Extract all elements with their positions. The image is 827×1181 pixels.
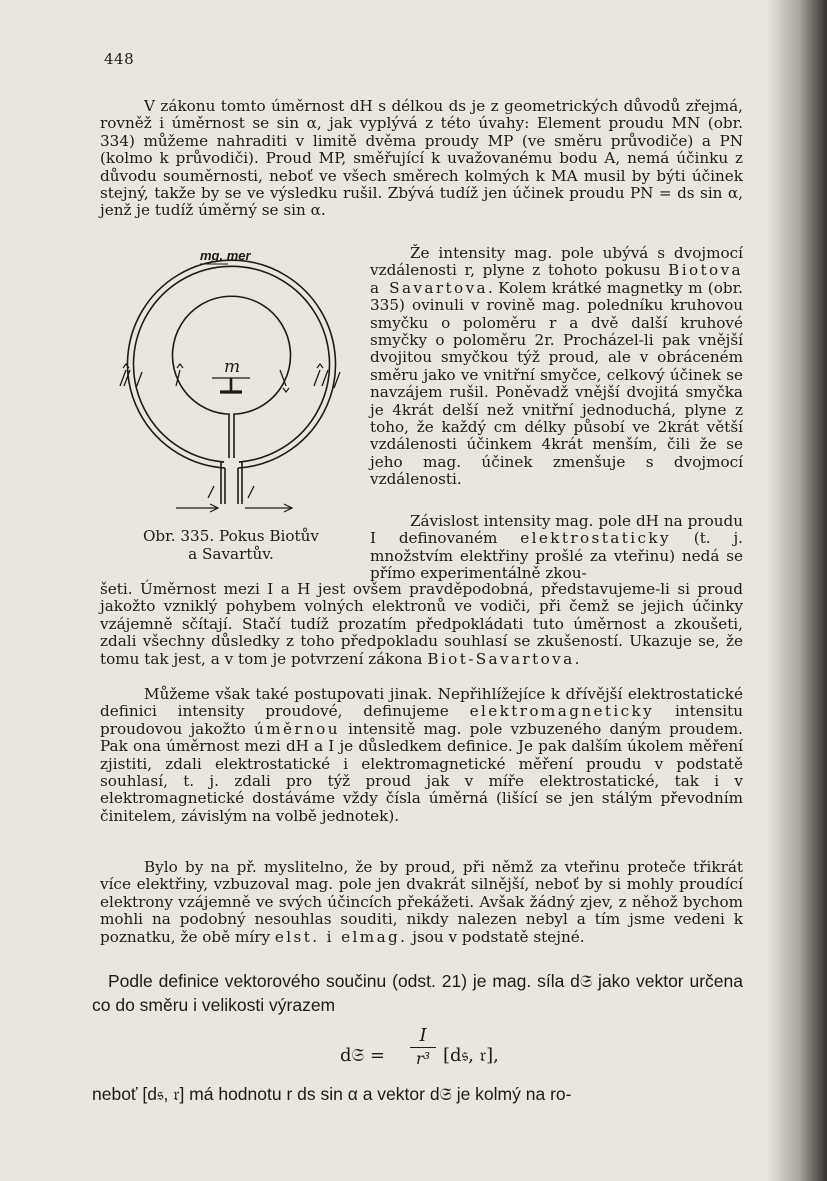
formula-rhs: [d𝔰, 𝔯], [443, 1045, 499, 1066]
inner-loop [173, 296, 291, 414]
figure-caption [100, 527, 362, 563]
paragraph-5: Bylo by na př. myslitelno, že by proud, při němž za vteřinu proteče třikrát více elektřiny, vzbuzoval mag. pole jen dvakrát silnější, neboť by si mohly proudící elektrony vzájemně ve svých účincích překážeti. Avšak žádný zjev, z něhož bychom mohli na podobný nesouhlas souditi, nikdy nalezen nebyl a tím jsme vedeni k poznatku, že obě míry elst. i elmag. jsou v podstatě stejné. [100, 858, 743, 946]
paragraph-3-side: Závislost intensity mag. pole dH na proudu I definovaném elektrostaticky (t. j. množstvím elektřiny prošlé za vteřinu) nedá se přímo experimentálně zkou- [370, 512, 743, 583]
paragraph-4: Můžeme však také postupovati jinak. Nepřihlížejíce k dřívější elektrostatické definici intensity proudové, definujeme elektromagneticky intensitu proudovou jakožto úměrnou intensitě mag. pole vzbuzeného daným proudem. Pak ona úměrnost mezi dH a I je důsledkem definice. Je pak dalším úkolem měření zjistiti, zdali elektrostatické i elektromagnetické měření proudu v podstatě souhlasí, t. j. zdali pro týž proud jak v míře elektrostatické, tak i v elektromagnetické dostáváme vždy čísla úměrná (lišící se jen stálým převodním činitelem, závislým na volbě jednotek). [100, 685, 744, 825]
caption-line-2: a Savartův. [188, 545, 274, 563]
formula-fraction [410, 1025, 436, 1070]
paragraph-1: V zákonu tomto úměrnost dH s délkou ds je z geometrických důvodů zřejmá, rovněž i úměrnost se sin α, jak vyplývá z této úvahy: Element proudu MN (obr. 334) můžeme nahraditi v limitě dvěma proudy MP (ve směru průvodiče) a PN (kolmo k průvodiči). Proud MP, směřující k uvažovanému bodu A, nemá účinku z důvodu souměrnosti, neboť ve všech směrech kolmých k MA musil by býti účinek stejný, takže by se ve výsledku rušil. Zbývá tudíž jen účinek proudu PN = ds sin α, jenž je tudíž úměrný se sin α. [100, 97, 743, 220]
formula-denominator: r³ [415, 1049, 431, 1068]
magnet-label: m [224, 357, 241, 377]
paragraph-7: neboť [d𝔰, 𝔯] má hodnotu r ds sin α a vektor d𝔖 je kolmý na ro- [92, 1084, 572, 1104]
biot-savart-formula [340, 1025, 520, 1081]
mg-mer-label: mg. mer [200, 248, 251, 263]
page-number: 448 [104, 50, 135, 68]
formula-lhs: d𝔖 = [340, 1045, 385, 1066]
paragraph-3-cont: šeti. Úměrnost mezi I a H jest ovšem pravděpodobná, představujeme-li si proud jakožto vzniklý pohybem volných elektronů ve vodiči, při čemž se jejich účinky vzájemně sčítají. Stačí tudíž prozatím předpokládati tuto úměrnost a zkoušeti, zdali všechny důsledky z toho předpokladu souhlasí se zkušeností. Ukazuje se, že tomu tak jest, a v tom je potvrzení zákona Biot-Savartova. [100, 580, 743, 668]
biot-savart-loops-diagram [100, 246, 362, 518]
page-edge-shadow [767, 0, 827, 1181]
paragraph-6: Podle definice vektorového součinu (odst. 21) je mag. síla d𝔖 jako vektor určena co do směru i velikosti výrazem [92, 971, 743, 1015]
formula-numerator: I [419, 1025, 427, 1046]
paragraph-2: Že intensity mag. pole ubývá s dvojmocí vzdálenosti r, plyne z tohoto pokusu Biotova a Savartova. Kolem krátké magnetky m (obr. 335) ovinuli v rovině mag. poledníku kruhovou smyčku o poloměru r a dvě další kruhové smyčky o poloměru 2r. Procházel-li pak vnější dvojitou smyčkou týž proud, ale v obráceném směru jako ve vnitřní smyčce, celkový účinek se navzájem rušil. Poněvadž vnější dvojitá smyčka je 4krát delší než vnitřní jednoduchá, plyne z toho, že každý cm délky působí ve 2krát větší vzdálenosti účinkem 4krát menším, čili že se jeho mag. účinek zmenšuje s dvojmocí vzdálenosti. [370, 244, 743, 489]
caption-line-1: Obr. 335. Pokus Biotův [142, 527, 320, 545]
figure-335 [100, 246, 362, 518]
